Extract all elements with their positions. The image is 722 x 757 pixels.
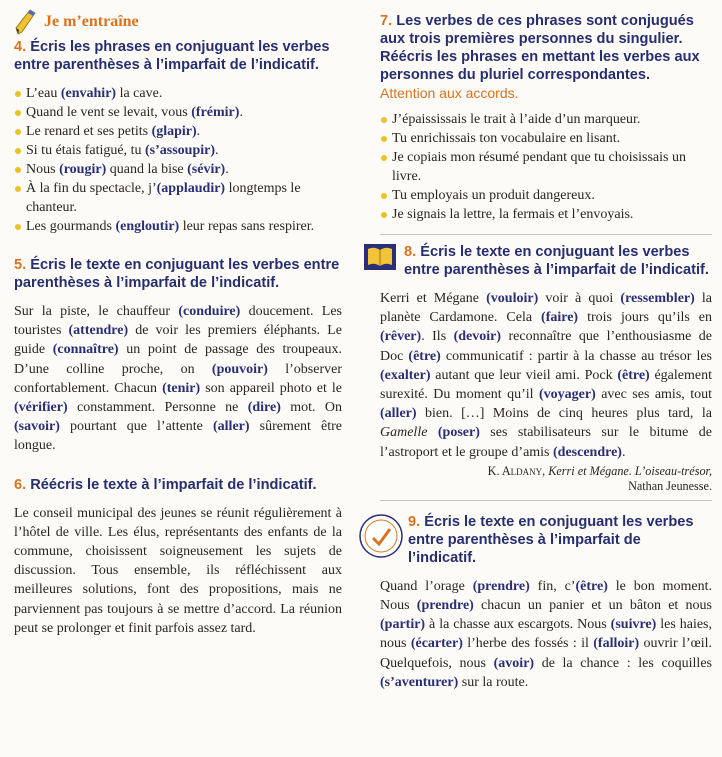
verb-infinitive: (frémir) <box>191 105 240 120</box>
verb-infinitive: (glapir) <box>151 124 197 139</box>
list-item <box>14 122 342 141</box>
verb-infinitive: (être) <box>617 367 650 383</box>
text-run: sur la route. <box>458 674 529 690</box>
verb-infinitive: (vérifier) <box>14 400 68 416</box>
list-item <box>14 217 342 236</box>
text-run: sûrement être longue. <box>14 419 343 454</box>
verb-infinitive: (engloutir) <box>115 219 180 234</box>
text-run: quand la bise <box>106 162 188 177</box>
text-run: Quand le vent se levait, vous <box>26 105 192 120</box>
verb-infinitive: (devoir) <box>453 329 502 345</box>
text-run: trois jours qu’ils en <box>578 310 713 326</box>
exercise-7 <box>380 12 712 224</box>
text-run: Si tu étais fatigué, tu <box>26 143 145 158</box>
verb-infinitive: (connaître) <box>52 342 119 358</box>
text-run: Sur la piste, le chauffeur <box>14 304 179 319</box>
text-run: ses stabilisateurs sur le bitume de l’astroport et le groupe d’amis <box>380 425 712 460</box>
section-header <box>14 6 342 38</box>
verb-infinitive: (rêver) <box>380 329 422 345</box>
text-run: le bon moment. Nous <box>380 578 712 614</box>
verb-infinitive: (prendre) <box>416 598 474 614</box>
exercise-6-text: Le conseil municipal des jeunes se réunit régulièrement à l’hôtel de ville. Les élus, représentants des enfants de la commune, choisissent soigneusement les sujets de discussion. Tous ensemble, ils réfléchissent aux meilleures solutions, font des propositions, mais ne parviennent pas toujours à se mettre d’accord. La réunion peut se prolonger et finit parfois assez tard. <box>14 505 342 636</box>
verb-infinitive: (s’assoupir) <box>144 143 215 158</box>
verb-infinitive: (falloir) <box>593 636 640 652</box>
verb-infinitive: (dire) <box>247 400 281 416</box>
left-column <box>14 0 342 638</box>
verb-infinitive: (suivre) <box>610 617 657 633</box>
exercise-8-instruction: 8. Écris le texte en conjuguant les verbes entre parenthèses à l’imparfait de l’indicatif. <box>404 244 709 278</box>
text-run: la cave. <box>116 86 163 101</box>
pencil-icon <box>14 8 38 36</box>
text-run: longtemps le chanteur. <box>26 181 301 215</box>
verb-infinitive: (conduire) <box>178 304 241 319</box>
verb-infinitive: (écarter) <box>410 636 463 652</box>
verb-infinitive: (s’aventurer) <box>380 674 459 690</box>
text-run: l’herbe des fossés : il <box>462 636 594 652</box>
verb-infinitive: (avoir) <box>493 655 535 671</box>
list-item <box>14 141 342 160</box>
exercise-9-instruction: 9. Écris le texte en conjuguant les verbes entre parenthèses à l’imparfait de l’indicatif. <box>408 513 694 566</box>
list-item <box>14 179 342 217</box>
verb-infinitive: (ressembler) <box>620 291 695 306</box>
verb-infinitive: (aller) <box>213 419 250 435</box>
text-run: . <box>215 143 219 158</box>
text-run: Quand l’orage <box>380 578 473 594</box>
text-run: avec ses amis, tout <box>595 387 712 403</box>
divider <box>380 500 712 501</box>
text-run: à la chasse aux escargots. Nous <box>425 617 611 633</box>
corrected-exercise-badge-icon <box>358 513 404 559</box>
text-run: Kerri et Mégane <box>380 291 487 306</box>
right-column <box>380 0 712 692</box>
text-run: constamment. Personne ne <box>67 400 248 416</box>
text-run: de voir les premiers éléphants. Le guide <box>14 323 342 358</box>
exercise-6 <box>14 476 342 638</box>
exercise-7-instruction: 7. Les verbes de ces phrases sont conjugués aux trois premières personnes du singulier. Réécris les phrases en mettant les verbes aux personnes du pluriel correspondantes. <box>380 13 700 83</box>
verb-infinitive: (attendre) <box>68 323 129 339</box>
source-citation: K. Aldany, Kerri et Mégane. L’oiseau-trésor, Nathan Jeunesse. <box>487 463 712 493</box>
verb-infinitive: (voyager) <box>539 387 596 403</box>
verb-infinitive: (aller) <box>380 406 417 422</box>
text-run: Le renard et ses petits <box>26 124 152 139</box>
exercise-8-text <box>380 289 712 462</box>
exercise-6-instruction: 6. Réécris le texte à l’imparfait de l’indicatif. <box>14 476 317 493</box>
italic-title: Gamelle <box>380 425 428 441</box>
verb-infinitive: (faire) <box>541 310 579 326</box>
text-run: Les gourmands <box>26 219 116 234</box>
verb-infinitive: (sévir) <box>187 162 226 177</box>
exercise-7-list <box>380 110 712 224</box>
divider <box>380 234 712 235</box>
text-run: communicatif : partir à la chasse au trésor les <box>440 348 712 364</box>
exercise-5-text <box>14 302 342 456</box>
text-run: Nous <box>26 162 60 177</box>
text-run: . <box>225 162 229 177</box>
text-run: son appareil photo et le <box>200 380 342 396</box>
list-item <box>14 160 342 179</box>
text-run: chacun un panier et un bâton et nous <box>473 598 712 614</box>
list-item: Je signais la lettre, la fermais et l’envoyais. <box>380 205 712 224</box>
verb-infinitive: (applaudir) <box>156 181 226 196</box>
verb-infinitive: (descendre) <box>553 444 622 460</box>
text-run: . <box>196 124 201 139</box>
list-item: J’épaississais le trait à l’aide d’un marqueur. <box>380 110 712 129</box>
exercise-4-instruction: 4. Écris les phrases en conjuguant les verbes entre parenthèses à l’imparfait de l’indicatif. <box>14 39 330 73</box>
text-run: un point de passage des troupeaux. D’une colline proche, on <box>14 342 342 377</box>
exercise-5 <box>14 256 342 456</box>
text-run: également surexité. Du moment qu’il <box>380 367 712 403</box>
list-item: Je copiais mon résumé pendant que tu choisissais un livre. <box>380 148 712 186</box>
verb-infinitive: (rougir) <box>59 162 107 177</box>
text-run: leur repas sans respirer. <box>179 219 315 234</box>
verb-infinitive: (envahir) <box>60 86 117 101</box>
verb-infinitive: (être) <box>408 348 441 364</box>
text-run: . Ils <box>421 329 454 345</box>
text-run: voir à quoi <box>538 291 621 306</box>
section-title: Je m’entraîne <box>44 13 139 30</box>
list-item <box>14 84 342 103</box>
verb-infinitive: (savoir) <box>14 419 60 435</box>
verb-infinitive: (pouvoir) <box>211 361 268 377</box>
text-run: . <box>621 444 626 460</box>
text-run: mot. On <box>280 400 342 416</box>
text-run: l’observer confortablement. Chacun <box>14 361 342 396</box>
exercise-4 <box>14 38 342 236</box>
text-run: la planète Cardamone. Cela <box>380 291 713 326</box>
verb-infinitive: (prendre) <box>472 578 530 594</box>
text-run: À la fin du spectacle, j’ <box>26 181 157 196</box>
exercise-8-header <box>380 243 712 279</box>
verb-infinitive: (partir) <box>380 617 426 633</box>
text-run: bien. […] Moins de cinq heures plus tard, la <box>416 406 712 422</box>
verb-infinitive: (exalter) <box>380 367 431 383</box>
book-icon <box>364 243 396 271</box>
verb-infinitive: (tenir) <box>162 380 201 396</box>
list-item <box>14 103 342 122</box>
exercise-9 <box>380 513 712 692</box>
text-run: doucement. Les touristes <box>14 304 342 339</box>
list-item: Tu employais un produit dangereux. <box>380 186 712 205</box>
text-run: autant que leur vieil ami. Pock <box>430 367 618 383</box>
verb-infinitive: (être) <box>575 578 608 594</box>
exercise-4-list <box>14 84 342 236</box>
text-run: les haies, nous <box>380 617 712 652</box>
text-run: L’eau <box>26 86 61 101</box>
exercise-9-text <box>380 577 712 692</box>
list-item: Tu enrichissais ton vocabulaire en lisant. <box>380 129 712 148</box>
text-run <box>427 425 437 440</box>
text-run: reconnaître que l’enthousiasme de Doc <box>380 329 712 364</box>
verb-infinitive: (vouloir) <box>486 291 539 306</box>
exercise-7-note: Attention aux accords. <box>380 85 519 101</box>
text-run: pourtant que l’attente <box>59 419 213 435</box>
text-run: fin, c’ <box>529 578 576 594</box>
exercise-5-instruction: 5. Écris le texte en conjuguant les verbes entre parenthèses à l’imparfait de l’indicatif. <box>14 257 340 291</box>
exercise-9-header <box>380 513 712 567</box>
text-run: ouvrir l’œil. Quelquefois, nous <box>380 636 713 671</box>
exercise-8 <box>380 243 712 494</box>
verb-infinitive: (poser) <box>437 425 480 441</box>
text-run: de la chance : les coquilles <box>534 655 712 671</box>
text-run: . <box>239 105 243 120</box>
